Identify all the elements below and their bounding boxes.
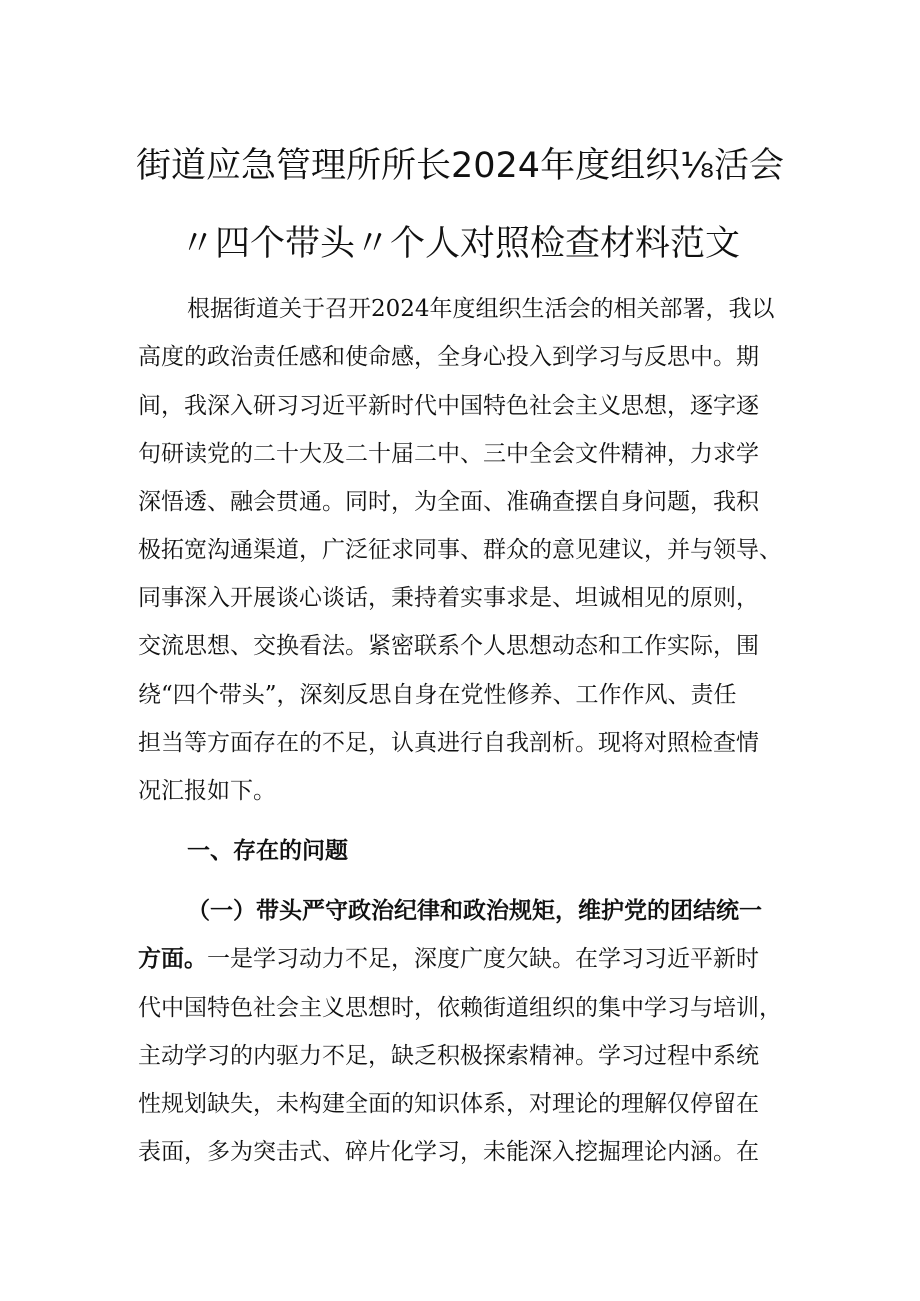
intro-line-11: 况汇报如下。	[138, 778, 276, 804]
intro-line-10: 担当等方面存在的不足，认真进行自我剖析。现将对照检查情	[138, 730, 759, 756]
subsection-heading-end: 方面。	[138, 945, 207, 972]
intro-line-4: 句研读党的二十大及二十届二中、三中全会文件精神，力求学	[138, 441, 759, 467]
subsection-first-text: 一是学习动力不足，深度广度欠缺。在学习习近平新时	[207, 946, 759, 972]
intro-line-2: 高度的政治责任感和使命感，全身心投入到学习与反思中。期	[138, 344, 759, 370]
intro-line-7: 同事深入开展谈心谈话，秉持着实事求是、坦诚相见的原则，	[138, 585, 759, 611]
subsection-line-5: 表面，多为突击式、碎片化学习，未能深入挖掘理论内涵。在	[138, 1139, 759, 1165]
subsection-line-1	[138, 944, 759, 974]
section-heading: 一、存在的问题	[187, 837, 348, 864]
intro-line-1: 根据街道关于召开2024年度组织生活会的相关部署，我以	[187, 296, 775, 322]
document-title-line-1: 街道应急管理所所长2024年度组织⅛活会	[136, 146, 784, 186]
subsection-line-2: 代中国特色社会主义思想时，依赖街道组织的集中学习与培训，	[138, 995, 782, 1021]
subsection-line-4: 性规划缺失，未构建全面的知识体系，对理论的理解仅停留在	[138, 1091, 759, 1117]
intro-line-3: 间，我深入研习习近平新时代中国特色社会主义思想，逐字逐	[138, 393, 759, 419]
intro-line-8: 交流思想、交换看法。紧密联系个人思想动态和工作实际，围	[138, 633, 759, 659]
intro-line-9: 绕“四个带头”，深刻反思自身在党性修养、工作作风、责任	[138, 682, 737, 708]
intro-line-5: 深悟透、融会贯通。同时，为全面、准确查摆自身问题，我积	[138, 489, 759, 515]
subsection-line-3: 主动学习的内驱力不足，缺乏积极探索精神。学习过程中系统	[138, 1043, 759, 1069]
document-title-line-2: 〃四个带头〃个人对照检查材料范文	[179, 224, 740, 264]
intro-line-6: 极拓宽沟通渠道，广泛征求同事、群众的意见建议，并与领导、	[138, 537, 782, 563]
subsection-heading: （一）带头严守政治纪律和政治规矩，维护党的团结统一	[187, 897, 762, 924]
